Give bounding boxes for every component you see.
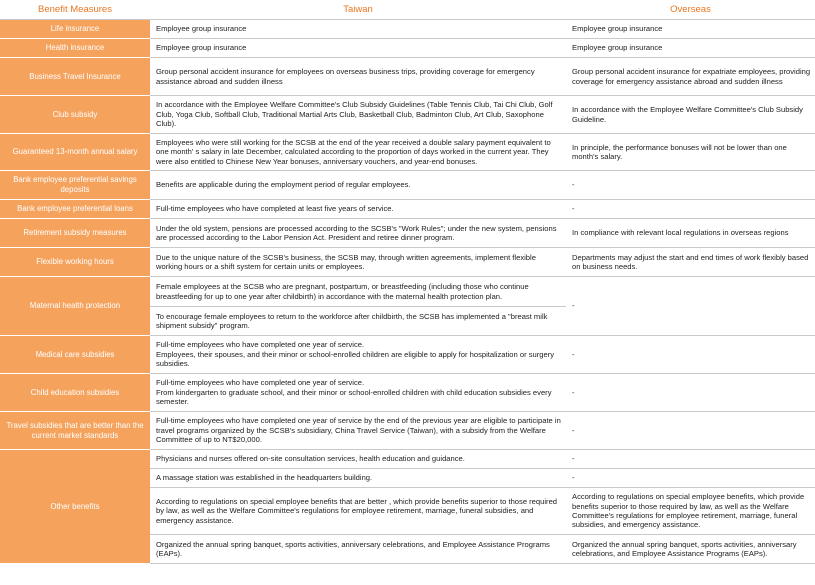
overseas-cell: - (566, 277, 815, 336)
overseas-cell: Organized the annual spring banquet, sports activities, anniversary celebrations, and Employee Assistance Programs (EAPs). (566, 535, 815, 564)
overseas-cell: - (566, 469, 815, 488)
taiwan-cell: In accordance with the Employee Welfare Committee's Club Subsidy Guidelines (Table Tennis Club, Tai Chi Club, Golf Club, Yoga Club, Softball Club, Traditional Martial Arts Club, Basketball Club, Badminton Club, Art Club, Saxophone Club). (150, 96, 566, 134)
benefit-label: Other benefits (0, 450, 150, 564)
benefit-label: Child education subsidies (0, 374, 150, 412)
taiwan-cell: Employee group insurance (150, 20, 566, 39)
overseas-cell: In accordance with the Employee Welfare Committee's Club Subsidy Guideline. (566, 96, 815, 134)
taiwan-cell: Group personal accident insurance for employees on overseas business trips, providing coverage for emergency assistance abroad and sudden illness (150, 58, 566, 96)
benefit-label: Medical care subsidies (0, 336, 150, 374)
table-row (0, 336, 815, 374)
overseas-cell: According to regulations on special employee benefits, which provide benefits superior to those required by law, as well as the Welfare Committee's regulations for employee retirement, marriage, funeral subsidies, and emergency assistance. (566, 488, 815, 535)
taiwan-cell: Benefits are applicable during the employment period of regular employees. (150, 171, 566, 200)
taiwan-cell: Employees who were still working for the SCSB at the end of the year received a double salary payment equivalent to one month' s salary in late December, calculated according to the proportion of days worked in the current year. They were also entitled to Chinese New Year bonuses, anniversary vouchers, and year-end bonuses. (150, 134, 566, 171)
overseas-cell: In compliance with relevant local regulations in overseas regions (566, 219, 815, 248)
table-row (0, 58, 815, 96)
benefit-label: Travel subsidies that are better than the current market standards (0, 412, 150, 450)
overseas-cell: Departments may adjust the start and end times of work flexibly based on business needs. (566, 248, 815, 277)
table-row (0, 134, 815, 171)
taiwan-cell: According to regulations on special employee benefits that are better , which provide benefits superior to those required by law, as well as the Welfare Committee's regulations for employee retirement, marriage, funeral subsidies, and emergency assistance. (150, 488, 566, 535)
benefit-label: Bank employee preferential loans (0, 200, 150, 219)
taiwan-cell: Full-time employees who have completed one year of service. Employees, their spouses, and their minor or school-enrolled children are eligible to apply for hospitalization or surgery subsidies. (150, 336, 566, 374)
overseas-cell: - (566, 336, 815, 374)
taiwan-cell: Organized the annual spring banquet, sports activities, anniversary celebrations, and Employee Assistance Programs (EAPs). (150, 535, 566, 564)
overseas-cell: - (566, 171, 815, 200)
taiwan-cell: Full-time employees who have completed one year of service by the end of the previous year are eligible to participate in travel programs organized by the SCSB's subsidiary, China Travel Service (Taiwan), with a subsidy from the Welfare Committee of up to NT$20,000. (150, 412, 566, 450)
table-row (0, 39, 815, 58)
overseas-cell: - (566, 450, 815, 469)
taiwan-cell: Employee group insurance (150, 39, 566, 58)
taiwan-cell: To encourage female employees to return to the workforce after childbirth, the SCSB has implemented a "breast milk shipment subsidy" program. (150, 307, 566, 336)
table-row (0, 171, 815, 200)
benefit-label: Health insurance (0, 39, 150, 58)
benefit-label: Retirement subsidy measures (0, 219, 150, 248)
benefit-label: Maternal health protection (0, 277, 150, 336)
benefit-label: Guaranteed 13-month annual salary (0, 134, 150, 171)
overseas-cell: - (566, 374, 815, 412)
header-overseas: Overseas (566, 0, 815, 20)
header-row (0, 0, 815, 20)
taiwan-cell: Female employees at the SCSB who are pregnant, postpartum, or breastfeeding (including those who continue breastfeeding for up to one year after childbirth) in accordance with the maternal health protection plan. (150, 277, 566, 307)
taiwan-cell: Due to the unique nature of the SCSB's business, the SCSB may, through written agreements, implement flexible working hours or a shift system for certain units or employees. (150, 248, 566, 277)
overseas-cell: - (566, 412, 815, 450)
header-taiwan: Taiwan (150, 0, 566, 20)
benefit-label: Club subsidy (0, 96, 150, 134)
table-row (0, 374, 815, 412)
overseas-cell: - (566, 200, 815, 219)
table-row (0, 200, 815, 219)
table-row (0, 96, 815, 134)
benefit-label: Life insurance (0, 20, 150, 39)
taiwan-cell: A massage station was established in the headquarters building. (150, 469, 566, 488)
table-row (0, 412, 815, 450)
benefit-label: Flexible working hours (0, 248, 150, 277)
overseas-cell: In principle, the performance bonuses will not be lower than one month's salary. (566, 134, 815, 171)
benefit-label: Business Travel Insurance (0, 58, 150, 96)
overseas-cell: Employee group insurance (566, 20, 815, 39)
overseas-cell: Employee group insurance (566, 39, 815, 58)
table-row (0, 219, 815, 248)
taiwan-cell: Under the old system, pensions are processed according to the SCSB's "Work Rules"; under the new system, pensions are processed according to the Labor Pension Act. President and retiree dinner program. (150, 219, 566, 248)
benefit-label: Bank employee preferential savings deposits (0, 171, 150, 200)
taiwan-cell: Full-time employees who have completed at least five years of service. (150, 200, 566, 219)
table-row (0, 277, 815, 307)
table-row (0, 20, 815, 39)
table-row (0, 248, 815, 277)
taiwan-cell: Full-time employees who have completed one year of service. From kindergarten to graduate school, and their minor or school-enrolled children with child education subsidies every semester. (150, 374, 566, 412)
taiwan-cell: Physicians and nurses offered on-site consultation services, health education and guidance. (150, 450, 566, 469)
header-benefit-measures: Benefit Measures (0, 0, 150, 20)
table-row (0, 450, 815, 469)
overseas-cell: Group personal accident insurance for expatriate employees, providing coverage for emergency assistance abroad and sudden illness (566, 58, 815, 96)
